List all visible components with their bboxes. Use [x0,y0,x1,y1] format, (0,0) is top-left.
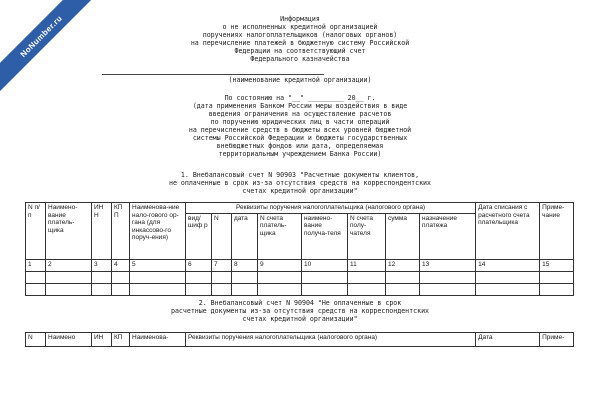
group-header: Реквизиты поручения налогоплательщика (налогового органа) [186,333,476,347]
col-header: КП [112,333,130,347]
column-number: 4 [112,259,130,271]
col-header: назначение платежа [420,213,476,259]
col-header: N [26,333,46,347]
date-line: (дата применения Банком России меры воздействия в виде [192,102,408,110]
table-row [26,283,574,295]
section-1-heading [0,171,600,195]
column-number: 1 [26,259,46,271]
title-line: о не исполненных кредитной организацией [222,23,378,31]
section-line: расчетные документы из-за отсутствия средств на корреспондентских [170,307,430,315]
column-number: 7 [212,259,232,271]
org-name-underline [102,74,324,75]
date-line: внебюджетных фондов или дата, определяемая [216,142,384,150]
col-header: наимено-вание получа-теля [302,213,348,259]
col-header: Наименова- [130,333,186,347]
column-number: 8 [232,259,258,271]
date-line: территориальным учреждением Банка России) [218,150,382,158]
table-header-row [26,203,574,214]
column-number: 13 [420,259,476,271]
col-header: КП П [112,203,130,260]
col-header: дата [232,213,258,259]
col-header: Наимено-вание платель-щика [46,203,92,260]
date-line: введения ограничения на осуществление расчетов [208,110,392,118]
table-section-1 [25,202,574,296]
title-line: поручениях налогоплательщиков (налоговых органов) [202,31,398,39]
col-header: N счета платель-щика [258,213,302,259]
date-line: системы Российской Федерации и бюджеты государственных [192,134,408,142]
col-header: ИН Н [92,203,112,260]
column-number: 5 [130,259,186,271]
col-header: N счета полу-чателя [348,213,386,259]
table-section-2 [25,332,574,347]
date-line: По состоянию на "__" _________ 20__ г. [224,94,376,102]
column-number: 14 [476,259,540,271]
col-header: N [212,213,232,259]
date-line: на перечисление средств в бюджеты всех уровней бюджетной [188,126,412,134]
column-number: 9 [258,259,302,271]
column-number: 15 [540,259,574,271]
column-number-row [26,259,574,271]
title-line: Федерации на соответствующий счет [234,47,366,55]
section-line: счетах кредитной организации" [242,187,358,195]
org-caption-block [0,76,600,84]
column-number: 12 [386,259,420,271]
group-header: Реквизиты поручения налогоплательщика (налогового органа) [186,203,476,214]
col-header: сумма [386,213,420,259]
section-line: 2. Внебалансовый счет N 90904 "Не оплаченные в срок [198,299,402,307]
title-line: Информация [280,15,320,23]
column-number: 3 [92,259,112,271]
title-line: на перечисление платежей в бюджетную систему Российской [190,39,410,47]
column-number: 11 [348,259,386,271]
watermark-text: NoNumber.ru [18,13,64,59]
col-header: Приме-чание [540,203,574,260]
section-2-heading [0,299,600,323]
column-number: 10 [302,259,348,271]
column-number: 6 [186,259,212,271]
document-title-block [0,15,600,63]
col-header: Дата списания с расчетного счета плательщика [476,203,540,260]
col-header: Наимено [46,333,92,347]
col-header: Приме- [540,333,574,347]
col-header: Наименова-ние нало-гового ор-гана (для инкассово-го поруч-ения) [130,203,186,260]
col-header: Дата [476,333,540,347]
title-line: Федерального казначейства [250,55,350,63]
date-block [0,94,600,158]
column-number: 2 [46,259,92,271]
table-row [26,271,574,283]
table-header-row [26,333,574,347]
date-line: по поручению юридических лиц в части операций [210,118,390,126]
section-line: 1. Внебалансовый счет N 90903 "Расчетные документы клиентов, [180,171,420,179]
col-header: вид/ шиф р [186,213,212,259]
col-header: N п/п [26,203,46,260]
section-line: не оплаченные в срок из-за отсутствия средств на корреспондентских [168,179,431,187]
col-header: ИН [92,333,112,347]
section-line: счетах кредитной организации" [242,315,358,323]
org-caption: (наименование кредитной организации) [228,76,372,84]
